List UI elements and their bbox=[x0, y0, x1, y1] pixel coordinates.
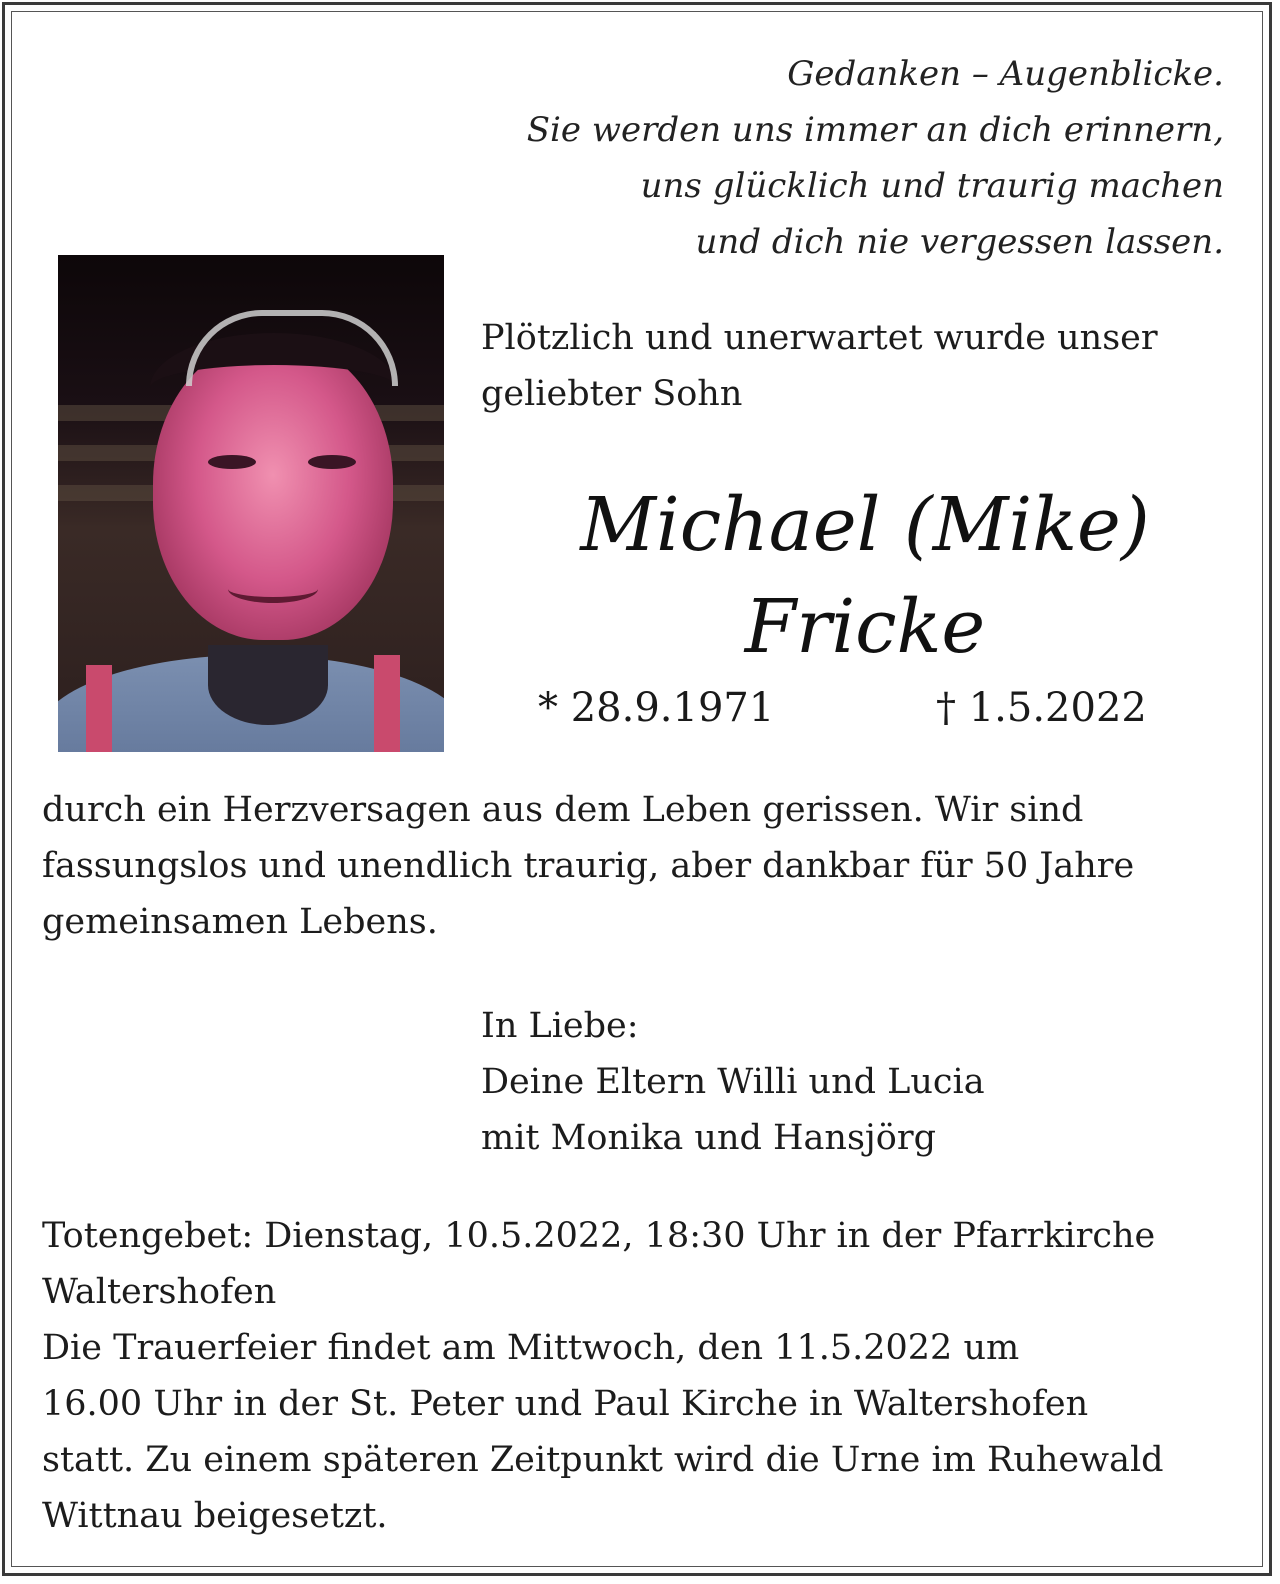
photo-mouth bbox=[228, 575, 318, 603]
message-line: durch ein Herzversagen aus dem Leben gerissen. Wir sind bbox=[42, 790, 1084, 830]
service-line: Waltershofen bbox=[42, 1272, 277, 1312]
photo-eye-right bbox=[308, 455, 356, 469]
poem-line: uns glücklich und traurig machen bbox=[640, 166, 1224, 206]
poem-line: Gedanken – Augenblicke. bbox=[787, 54, 1224, 94]
signature-line: Deine Eltern Willi und Lucia bbox=[481, 1062, 985, 1102]
service-line: Die Trauerfeier findet am Mittwoch, den 11.5.2022 um bbox=[42, 1328, 1020, 1368]
intro-text bbox=[481, 310, 1158, 422]
death-date: † 1.5.2022 bbox=[936, 685, 1147, 731]
signature-line: In Liebe: bbox=[481, 1006, 639, 1046]
signature-block bbox=[481, 998, 985, 1166]
service-details bbox=[42, 1208, 1164, 1544]
message-line: fassungslos und unendlich traurig, aber dankbar für 50 Jahre bbox=[42, 846, 1135, 886]
photo-strap-left bbox=[86, 665, 112, 752]
service-line: Wittnau beigesetzt. bbox=[42, 1496, 388, 1536]
photo-strap-right bbox=[374, 655, 400, 752]
message-text bbox=[42, 782, 1134, 950]
intro-line: Plötzlich und unerwartet wurde unser bbox=[481, 318, 1158, 358]
deceased-name-last: Fricke bbox=[744, 584, 986, 670]
service-line: Totengebet: Dienstag, 10.5.2022, 18:30 Uhr in der Pfarrkirche bbox=[42, 1216, 1156, 1256]
memorial-poem bbox=[364, 46, 1224, 270]
deceased-name-first: Michael (Mike) bbox=[580, 482, 1150, 568]
message-line: gemeinsamen Lebens. bbox=[42, 902, 438, 942]
portrait-photo bbox=[58, 255, 444, 752]
poem-line: und dich nie vergessen lassen. bbox=[695, 222, 1224, 262]
service-line: 16.00 Uhr in der St. Peter und Paul Kirche in Waltershofen bbox=[42, 1384, 1089, 1424]
signature-line: mit Monika und Hansjörg bbox=[481, 1118, 936, 1158]
photo-eye-left bbox=[208, 455, 256, 469]
birth-date: * 28.9.1971 bbox=[538, 685, 775, 731]
intro-line: geliebter Sohn bbox=[481, 374, 743, 414]
poem-line: Sie werden uns immer an dich erinnern, bbox=[526, 110, 1224, 150]
service-line: statt. Zu einem späteren Zeitpunkt wird die Urne im Ruhewald bbox=[42, 1440, 1164, 1480]
photo-collar bbox=[208, 645, 328, 725]
